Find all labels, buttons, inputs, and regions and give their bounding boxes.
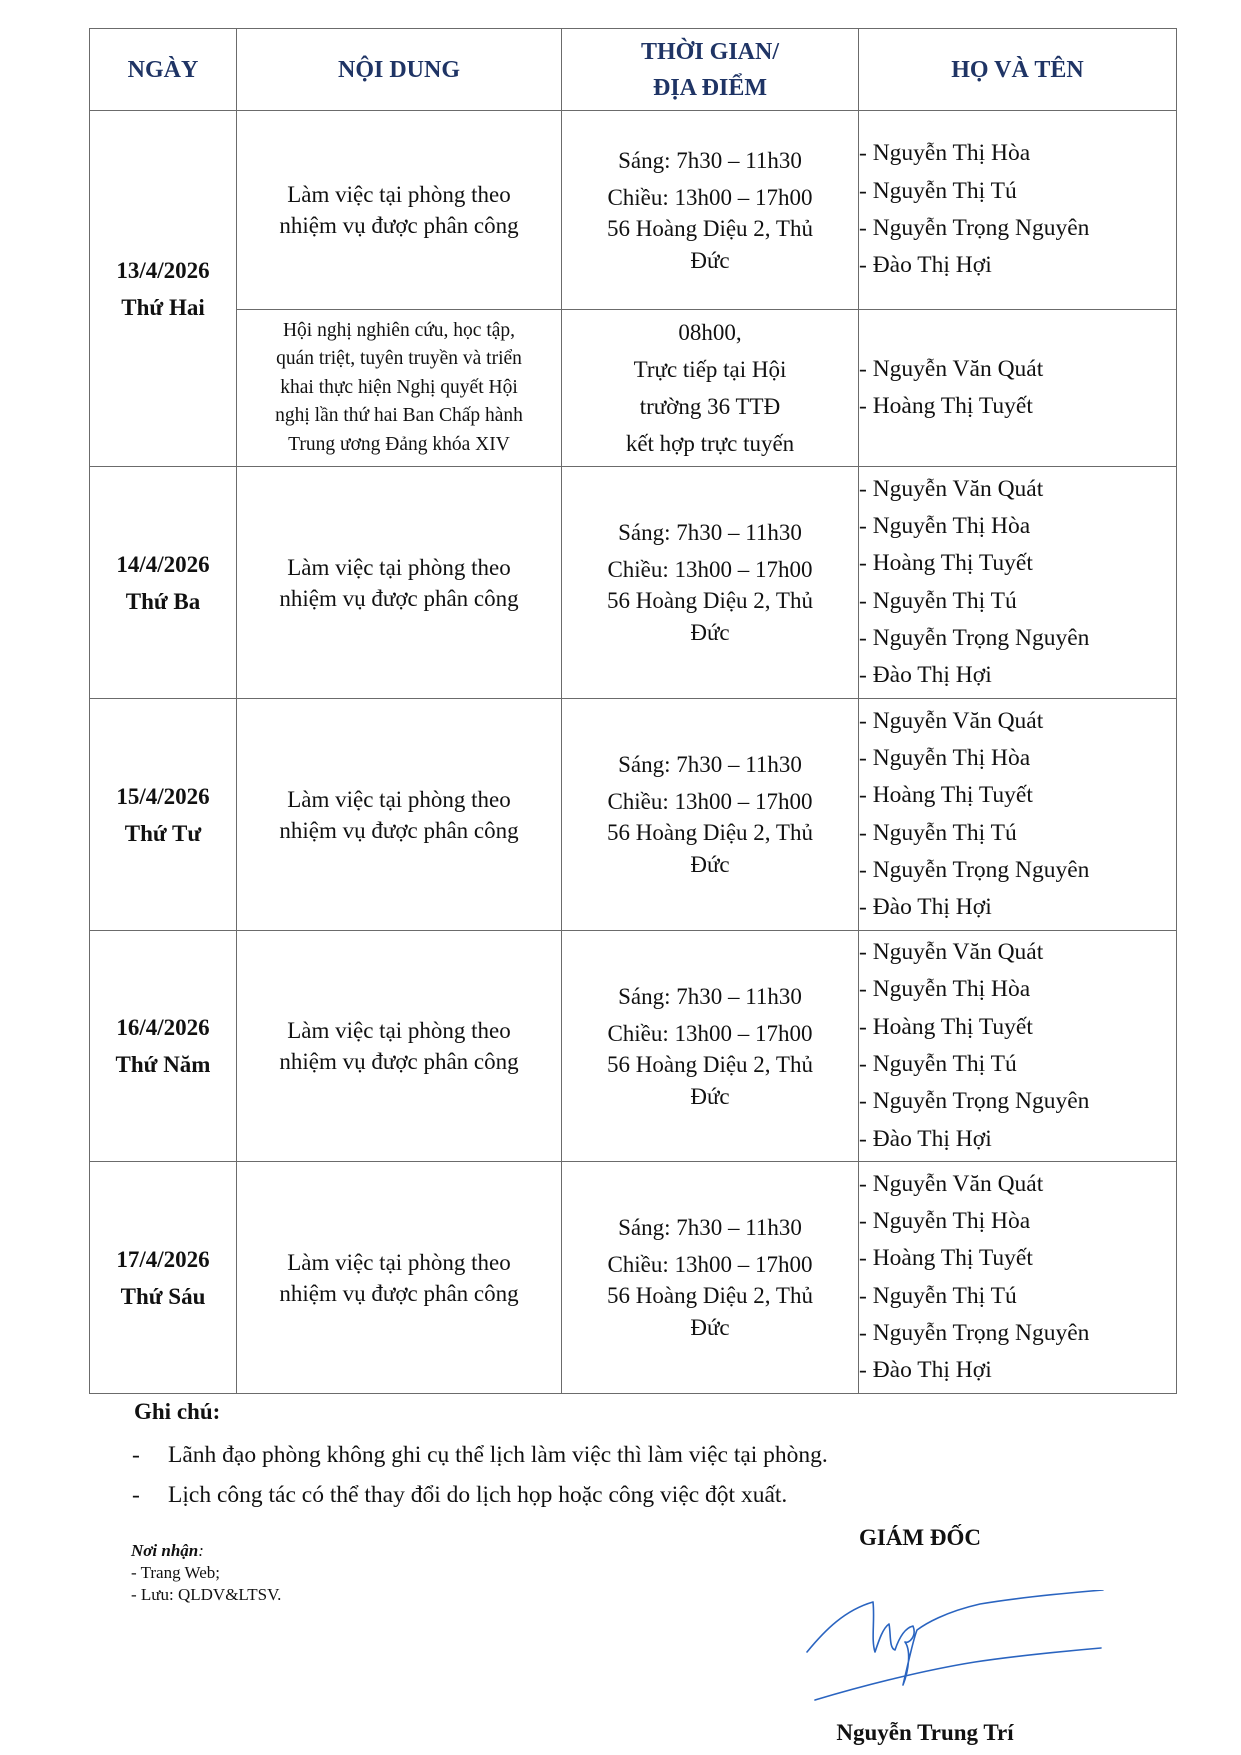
time-place-line: Sáng: 7h30 – 11h30 <box>618 983 802 1009</box>
person-name: - Nguyễn Thị Hòa <box>859 744 1031 771</box>
recipient-item: - Trang Web; <box>131 1563 220 1582</box>
recipient-item: - Lưu: QLDV&LTSV. <box>131 1585 282 1604</box>
note-text: Lịch công tác có thể thay đổi do lịch họp hoặc công việc đột xuất. <box>168 1482 788 1508</box>
time-place-line: 56 Hoàng Diệu 2, Thủ <box>607 1283 813 1308</box>
time-place-line: Đức <box>690 1083 730 1109</box>
person-name: - Nguyễn Văn Quát <box>859 1170 1044 1197</box>
person-name: - Nguyễn Văn Quát <box>859 939 1044 966</box>
time-place-line: Chiều: 13h00 – 17h00 <box>607 1020 813 1046</box>
header-row <box>90 29 1177 111</box>
header-time-line2: ĐỊA ĐIỂM <box>652 74 767 101</box>
table-row <box>90 699 1177 931</box>
person-name: - Đào Thị Hợi <box>859 252 992 279</box>
content-line: nhiệm vụ được phân công <box>279 817 519 843</box>
header-names: HỌ VÀ TÊN <box>859 29 1177 111</box>
note-bullet: - <box>132 1442 140 1468</box>
names-cell <box>859 310 1177 467</box>
time-place-cell <box>562 699 859 931</box>
names-cell <box>859 111 1177 310</box>
content-line: Làm việc tại phòng theo <box>287 182 511 207</box>
time-place-cell <box>562 1162 859 1394</box>
time-place-line: 56 Hoàng Diệu 2, Thủ <box>607 215 813 241</box>
person-name: - Nguyễn Thị Hòa <box>859 512 1031 539</box>
time-place-line: trường 36 TTĐ <box>639 394 781 419</box>
time-place-cell <box>562 931 859 1162</box>
time-place-line: Chiều: 13h00 – 17h00 <box>607 557 813 582</box>
person-name: - Nguyễn Thị Tú <box>859 177 1017 204</box>
content-line: Làm việc tại phòng theo <box>287 554 511 580</box>
note-item <box>132 1435 1034 1475</box>
time-place-line: Đức <box>690 1315 730 1340</box>
recipients-section <box>131 1540 281 1606</box>
content-line: Hội nghị nghiên cứu, học tập, <box>282 319 516 341</box>
signer-name: Nguyễn Trung Trí <box>836 1720 1014 1745</box>
header-time-place <box>562 29 859 111</box>
table-row <box>90 111 1177 310</box>
time-place-line: Đức <box>690 852 730 877</box>
time-place-line: Sáng: 7h30 – 11h30 <box>618 1215 802 1240</box>
time-place-line: Đức <box>690 247 730 273</box>
signer-title: GIÁM ĐỐC <box>858 1525 982 1550</box>
recipients-title <box>131 1541 204 1560</box>
weekday-text: Thứ Năm <box>115 1052 211 1077</box>
time-place-line: Chiều: 13h00 – 17h00 <box>607 1252 813 1277</box>
schedule-body <box>90 111 1177 1394</box>
header-date: NGÀY <box>90 29 237 111</box>
header-time-line1: THỜI GIAN/ <box>640 38 780 65</box>
content-cell <box>237 931 562 1162</box>
handwritten-signature <box>805 1590 1105 1705</box>
date-cell <box>90 699 237 931</box>
content-line: nhiệm vụ được phân công <box>279 585 519 611</box>
names-cell <box>859 1162 1177 1394</box>
time-place-line: Chiều: 13h00 – 17h00 <box>607 789 813 814</box>
content-line: Làm việc tại phòng theo <box>287 786 511 812</box>
content-cell <box>237 1162 562 1394</box>
person-name: - Hoàng Thị Tuyết <box>859 782 1033 809</box>
content-line: nhiệm vụ được phân công <box>279 1280 519 1306</box>
person-name: - Hoàng Thị Tuyết <box>859 550 1033 577</box>
person-name: - Nguyễn Thị Hòa <box>859 140 1031 167</box>
content-line: Trung ương Đảng khóa XIV <box>288 433 510 455</box>
person-name: - Nguyễn Văn Quát <box>859 355 1044 382</box>
time-place-line: kết hợp trực tuyến <box>625 431 795 456</box>
weekday-text: Thứ Tư <box>124 820 202 846</box>
time-place-cell <box>562 111 859 310</box>
table-row <box>90 1162 1177 1394</box>
notes-section <box>134 1397 1034 1515</box>
signature-stroke <box>807 1590 1103 1685</box>
content-cell <box>237 699 562 931</box>
person-name: - Đào Thị Hợi <box>859 662 992 689</box>
date-text: 16/4/2026 <box>116 1015 210 1040</box>
time-place-cell <box>562 467 859 699</box>
person-name: - Đào Thị Hợi <box>859 894 992 921</box>
recipients-title-text: Nơi nhận <box>131 1541 199 1560</box>
time-place-line: 56 Hoàng Diệu 2, Thủ <box>607 820 813 845</box>
content-line: quán triệt, tuyên truyền và triển <box>276 348 522 370</box>
time-place-line: Chiều: 13h00 – 17h00 <box>607 184 813 210</box>
person-name: - Nguyễn Trọng Nguyên <box>859 624 1090 651</box>
person-name: - Hoàng Thị Tuyết <box>859 1245 1033 1272</box>
table-row <box>90 467 1177 699</box>
date-text: 14/4/2026 <box>116 551 210 577</box>
names-cell <box>859 467 1177 699</box>
person-name: - Nguyễn Trọng Nguyên <box>859 215 1090 241</box>
time-place-line: Trực tiếp tại Hội <box>633 357 787 382</box>
date-text: 15/4/2026 <box>116 783 210 809</box>
signature-underline <box>815 1648 1101 1700</box>
weekday-text: Thứ Hai <box>121 294 205 320</box>
date-cell <box>90 931 237 1162</box>
content-line: Làm việc tại phòng theo <box>287 1018 511 1043</box>
person-name: - Nguyễn Trọng Nguyên <box>859 1319 1090 1346</box>
person-name: - Nguyễn Trọng Nguyên <box>859 1088 1090 1115</box>
date-cell <box>90 111 237 467</box>
date-text: 13/4/2026 <box>116 257 210 283</box>
time-place-line: 56 Hoàng Diệu 2, Thủ <box>607 588 813 613</box>
notes-title: Ghi chú: <box>134 1399 221 1424</box>
person-name: - Nguyễn Thị Tú <box>859 819 1017 846</box>
names-cell <box>859 699 1177 931</box>
weekday-text: Thứ Ba <box>125 588 201 614</box>
content-cell <box>237 467 562 699</box>
person-name: - Đào Thị Hợi <box>859 1357 992 1384</box>
header-content: NỘI DUNG <box>237 29 562 111</box>
table-row <box>90 310 1177 467</box>
content-line: khai thực hiện Nghị quyết Hội <box>280 376 518 398</box>
note-item <box>132 1475 1034 1515</box>
person-name: - Nguyễn Thị Hòa <box>859 976 1031 1003</box>
person-name: - Nguyễn Thị Hòa <box>859 1207 1031 1234</box>
recipients-colon: : <box>198 1541 204 1560</box>
person-name: - Hoàng Thị Tuyết <box>859 1013 1033 1040</box>
date-text: 17/4/2026 <box>116 1246 210 1272</box>
time-place-line: Đức <box>690 620 730 645</box>
content-line: nhiệm vụ được phân công <box>279 213 519 238</box>
content-line: nghị lần thứ hai Ban Chấp hành <box>275 405 523 427</box>
time-place-line: 56 Hoàng Diệu 2, Thủ <box>607 1051 813 1077</box>
schedule-table <box>89 28 1177 1394</box>
person-name: - Nguyễn Thị Tú <box>859 1051 1017 1077</box>
person-name: - Đào Thị Hợi <box>859 1125 992 1152</box>
time-place-line: 08h00, <box>678 320 742 345</box>
content-line: Làm việc tại phòng theo <box>287 1249 511 1275</box>
note-text: Lãnh đạo phòng không ghi cụ thể lịch làm việc thì làm việc tại phòng. <box>168 1442 828 1468</box>
person-name: - Nguyễn Văn Quát <box>859 475 1044 502</box>
time-place-line: Sáng: 7h30 – 11h30 <box>618 520 802 545</box>
date-cell <box>90 467 237 699</box>
table-row <box>90 931 1177 1162</box>
names-cell <box>859 931 1177 1162</box>
content-cell <box>237 310 562 467</box>
person-name: - Nguyễn Văn Quát <box>859 707 1044 734</box>
date-cell <box>90 1162 237 1394</box>
person-name: - Nguyễn Thị Tú <box>859 587 1017 614</box>
content-cell <box>237 111 562 310</box>
content-line: nhiệm vụ được phân công <box>279 1049 519 1074</box>
time-place-line: Sáng: 7h30 – 11h30 <box>618 147 802 173</box>
person-name: - Nguyễn Thị Tú <box>859 1282 1017 1309</box>
time-place-cell <box>562 310 859 467</box>
note-bullet: - <box>132 1482 140 1508</box>
weekday-text: Thứ Sáu <box>120 1283 206 1309</box>
time-place-line: Sáng: 7h30 – 11h30 <box>618 752 802 777</box>
person-name: - Hoàng Thị Tuyết <box>859 393 1033 419</box>
person-name: - Nguyễn Trọng Nguyên <box>859 856 1090 883</box>
